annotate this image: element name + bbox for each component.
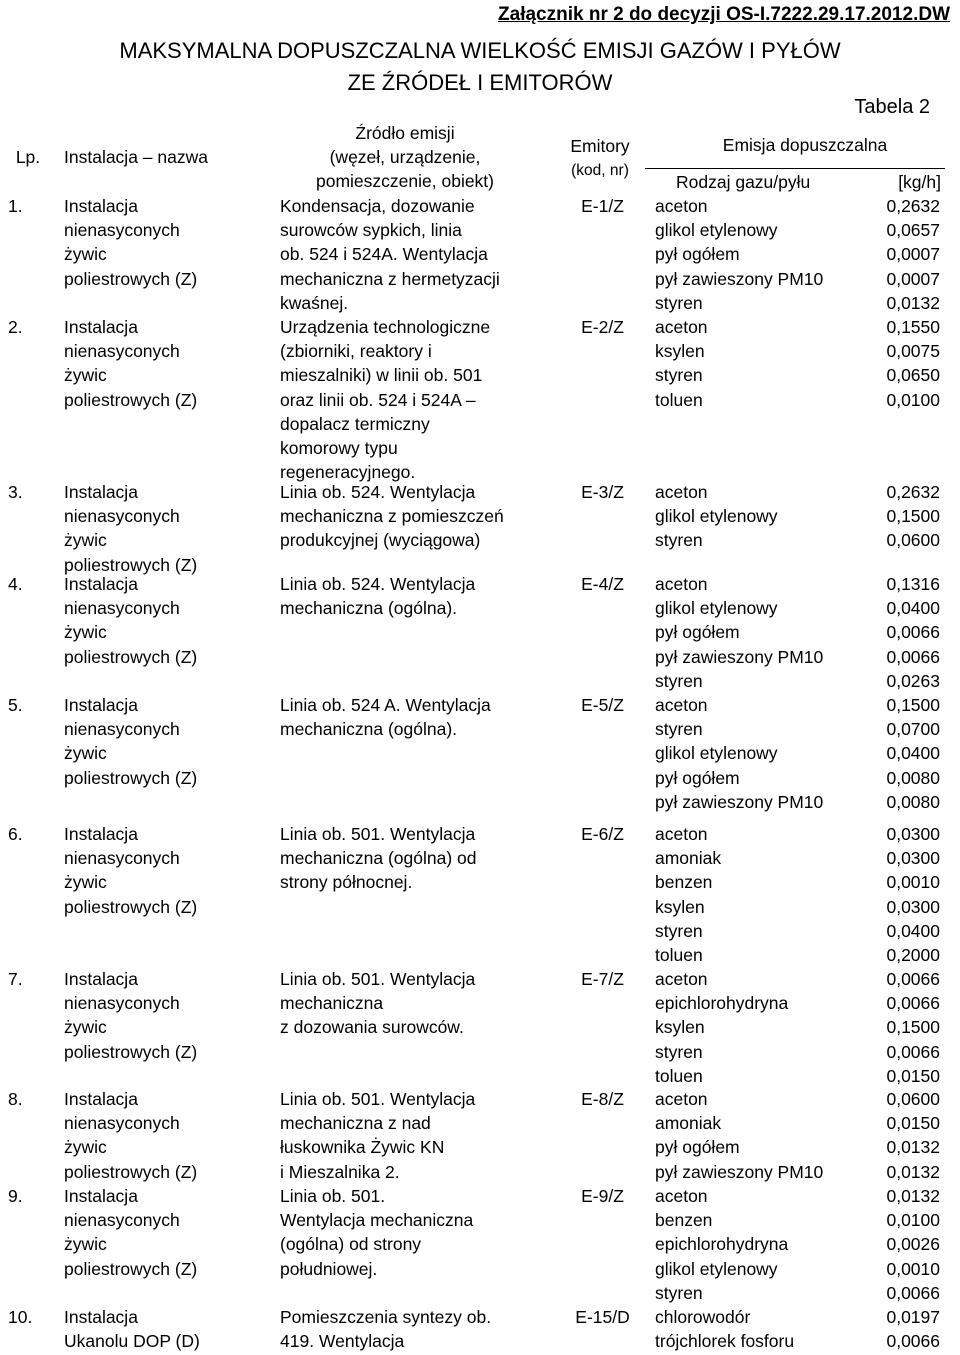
row-number: 9. [8, 1186, 23, 1206]
pollutant-value: 0,0100 [886, 1210, 940, 1231]
pollutant-name: aceton [655, 317, 708, 337]
pollutant-name: ksylen [655, 341, 705, 362]
pollutant-row [655, 1184, 940, 1208]
pollutant-row [655, 1305, 940, 1329]
pollutant-name: benzen [655, 1210, 713, 1231]
pollutant-row [655, 895, 940, 919]
pollutant-value: 0,0650 [886, 365, 940, 386]
pollutant-name: aceton [655, 824, 708, 844]
pollutant-row [655, 339, 940, 363]
pollutant-name: toluen [655, 389, 703, 410]
row-number: 4. [8, 574, 23, 594]
pollutant-value: 0,1500 [886, 1017, 940, 1038]
pollutant-row [655, 741, 940, 765]
emitter-code: E-9/Z [581, 1186, 624, 1206]
document-title-line-2: ZE ŹRÓDEŁ I EMITORÓW [347, 70, 613, 95]
emitter-code: E-8/Z [581, 1089, 624, 1109]
column-header-source-line-1: Źródło emisji [355, 123, 455, 143]
installation-name: Instalacja nienasyconych żywic poliestrowych (Z) [64, 1186, 198, 1279]
emission-source: Kondensacja, dozowanie surowców sypkich, linia ob. 524 i 524A. Wentylacja mechaniczna z hermetyzacji kwaśnej. [280, 196, 500, 313]
pollutant-row [655, 919, 940, 943]
pollutant-name: pył ogółem [655, 244, 740, 265]
row-number: 10. [8, 1307, 33, 1327]
emission-source: Linia ob. 524. Wentylacja mechaniczna (ogólna). [280, 574, 476, 619]
pollutant-name: aceton [655, 482, 708, 502]
pollutant-value: 0,1500 [886, 695, 940, 715]
column-header-source-line-3: pomieszczenie, obiekt) [316, 171, 494, 191]
pollutant-row [655, 315, 940, 339]
pollutant-row [655, 1160, 940, 1184]
annex-reference: Załącznik nr 2 do decyzji OS-I.7222.29.17.2012.DW [498, 4, 950, 25]
pollutant-name: styren [655, 365, 703, 386]
pollutant-row [655, 693, 940, 717]
pollutant-row [655, 669, 940, 693]
column-header-lp: Lp. [15, 147, 41, 167]
emitter-code: E-4/Z [581, 574, 624, 594]
pollutant-value: 0,0600 [886, 530, 940, 551]
installation-name: Instalacja nienasyconych żywic poliestrowych (Z) [64, 969, 198, 1062]
pollutant-name: trójchlorek fosforu [655, 1331, 795, 1352]
pollutant-row [655, 991, 940, 1015]
pollutant-row [655, 766, 940, 790]
pollutant-name: pył ogółem [655, 1137, 740, 1158]
pollutant-row [655, 480, 940, 504]
emission-source: Linia ob. 501. Wentylacja mechaniczna z nad łuskownika Żywic KN i Mieszalnika 2. [280, 1089, 476, 1182]
header-divider [645, 168, 945, 169]
pollutant-row [655, 790, 940, 814]
pollutant-value: 0,0132 [886, 1137, 940, 1158]
pollutant-name: pył ogółem [655, 622, 740, 643]
pollutant-value: 0,0066 [886, 1331, 940, 1352]
pollutant-name: styren [655, 670, 703, 691]
emission-source: Linia ob. 501. Wentylacja mechaniczna z dozowania surowców. [280, 969, 476, 1038]
emission-source: Linia ob. 524 A. Wentylacja mechaniczna (ogólna). [280, 695, 491, 740]
installation-name: Instalacja nienasyconych żywic poliestrowych (Z) [64, 1089, 198, 1182]
column-header-source-line-2: (węzeł, urządzenie, [329, 147, 481, 167]
pollutant-value: 0,0400 [886, 598, 940, 619]
pollutant-name: aceton [655, 969, 708, 989]
pollutant-name: aceton [655, 1186, 708, 1206]
pollutant-value: 0,1550 [886, 317, 940, 337]
pollutant-name: glikol etylenowy [655, 743, 778, 764]
pollutant-value: 0,0080 [886, 767, 940, 788]
emission-source: Pomieszczenia syntezy ob. 419. Wentylacja [280, 1307, 492, 1352]
pollutant-value: 0,0100 [886, 389, 940, 410]
installation-name: Instalacja nienasyconych żywic poliestrowych (Z) [64, 824, 198, 917]
pollutant-row [655, 1281, 940, 1305]
pollutant-value: 0,0075 [886, 341, 940, 362]
pollutant-name: glikol etylenowy [655, 220, 778, 241]
pollutant-name: pył zawieszony PM10 [655, 268, 824, 289]
pollutant-row [655, 846, 940, 870]
pollutant-value: 0,0263 [886, 670, 940, 691]
pollutant-value: 0,0197 [886, 1307, 940, 1327]
row-number: 2. [8, 317, 23, 337]
emitter-code: E-15/D [575, 1307, 630, 1327]
pollutant-row [655, 1015, 940, 1039]
pollutant-name: aceton [655, 196, 708, 216]
column-header-installation: Instalacja – nazwa [64, 147, 208, 167]
pollutant-value: 0,0700 [886, 719, 940, 740]
pollutant-value: 0,0150 [886, 1065, 940, 1086]
column-header-emission: Emisja dopuszczalna [722, 135, 888, 155]
row-number: 7. [8, 969, 23, 989]
row-number: 8. [8, 1089, 23, 1109]
pollutant-row [655, 194, 940, 218]
pollutant-row [655, 572, 940, 596]
installation-name: Instalacja Ukanolu DOP (D) [64, 1307, 200, 1352]
pollutant-value: 0,0066 [886, 993, 940, 1014]
installation-name: Instalacja nienasyconych żywic poliestrowych (Z) [64, 482, 198, 575]
pollutant-value: 0,0007 [886, 268, 940, 289]
pollutant-name: styren [655, 719, 703, 740]
pollutant-value: 0,1500 [886, 506, 940, 527]
pollutant-name: amoniak [655, 848, 722, 869]
pollutant-row [655, 596, 940, 620]
pollutant-row [655, 528, 940, 552]
pollutant-name: styren [655, 292, 703, 313]
row-number: 1. [8, 196, 23, 216]
column-header-gas-type: Rodzaj gazu/pyłu [676, 172, 811, 192]
pollutant-value: 0,0300 [886, 896, 940, 917]
pollutant-name: styren [655, 1282, 703, 1303]
pollutant-value: 0,0066 [886, 1282, 940, 1303]
pollutant-value: 0,0150 [886, 1113, 940, 1134]
pollutant-name: pył ogółem [655, 767, 740, 788]
pollutant-name: glikol etylenowy [655, 598, 778, 619]
pollutant-name: pył zawieszony PM10 [655, 646, 824, 667]
pollutant-value: 0,0066 [886, 969, 940, 989]
column-header-emitter-line-2: (kod, nr) [571, 162, 629, 179]
pollutant-value: 0,1316 [886, 574, 940, 594]
pollutant-value: 0,0026 [886, 1234, 940, 1255]
pollutant-name: chlorowodór [655, 1307, 751, 1327]
pollutant-row [655, 504, 940, 528]
emitter-code: E-7/Z [581, 969, 624, 989]
pollutant-name: aceton [655, 1089, 708, 1109]
installation-name: Instalacja nienasyconych żywic poliestrowych (Z) [64, 196, 198, 289]
emission-source: Linia ob. 524. Wentylacja mechaniczna z pomieszczeń produkcyjnej (wyciągowa) [280, 482, 504, 551]
pollutant-name: glikol etylenowy [655, 1258, 778, 1279]
pollutant-name: amoniak [655, 1113, 722, 1134]
pollutant-row [655, 822, 940, 846]
installation-name: Instalacja nienasyconych żywic poliestrowych (Z) [64, 574, 198, 667]
pollutant-value: 0,0400 [886, 920, 940, 941]
pollutant-row [655, 1111, 940, 1135]
pollutant-name: toluen [655, 1065, 703, 1086]
pollutant-row [655, 967, 940, 991]
pollutant-value: 0,0300 [886, 848, 940, 869]
pollutant-row [655, 645, 940, 669]
emitter-code: E-6/Z [581, 824, 624, 844]
pollutant-row [655, 943, 940, 967]
pollutant-row [655, 1087, 940, 1111]
pollutant-value: 0,0066 [886, 646, 940, 667]
document-title-line-1: MAKSYMALNA DOPUSZCZALNA WIELKOŚĆ EMISJI GAZÓW I PYŁÓW [119, 38, 841, 63]
pollutant-row [655, 1232, 940, 1256]
pollutant-row [655, 717, 940, 741]
pollutant-name: styren [655, 1041, 703, 1062]
pollutant-row [655, 1208, 940, 1232]
pollutant-row [655, 267, 940, 291]
pollutant-value: 0,0080 [886, 791, 940, 812]
row-number: 5. [8, 695, 23, 715]
pollutant-value: 0,0132 [886, 292, 940, 313]
column-header-unit: [kg/h] [898, 172, 941, 192]
pollutant-name: aceton [655, 574, 708, 594]
pollutant-row [655, 1329, 940, 1353]
pollutant-row [655, 388, 940, 412]
pollutant-name: aceton [655, 695, 708, 715]
emission-source: Linia ob. 501. Wentylacja mechaniczna (ogólna) od strony północnej. [280, 824, 477, 893]
pollutant-name: pył zawieszony PM10 [655, 1161, 824, 1182]
emission-source: Urządzenia technologiczne (zbiorniki, reaktory i mieszalniki) w linii ob. 501 oraz linii ob. 524 i 524A – dopalacz termiczny komorowy typu regeneracyjnego. [280, 317, 491, 483]
pollutant-name: ksylen [655, 896, 705, 917]
pollutant-value: 0,0600 [886, 1089, 940, 1109]
pollutant-name: styren [655, 920, 703, 941]
row-number: 6. [8, 824, 23, 844]
emitter-code: E-2/Z [581, 317, 624, 337]
emitter-code: E-5/Z [581, 695, 624, 715]
row-number: 3. [8, 482, 23, 502]
pollutant-row [655, 291, 940, 315]
installation-name: Instalacja nienasyconych żywic poliestrowych (Z) [64, 695, 198, 788]
pollutant-value: 0,0400 [886, 743, 940, 764]
pollutant-name: benzen [655, 872, 713, 893]
pollutant-row [655, 242, 940, 266]
pollutant-value: 0,2000 [886, 945, 940, 965]
pollutant-value: 0,0007 [886, 244, 940, 265]
pollutant-value: 0,0132 [886, 1161, 940, 1182]
pollutant-value: 0,0300 [886, 824, 940, 844]
table-label: Tabela 2 [854, 96, 930, 118]
pollutant-name: epichlorohydryna [655, 1234, 789, 1255]
pollutant-name: glikol etylenowy [655, 506, 778, 527]
pollutant-row [655, 1064, 940, 1088]
pollutant-name: pył zawieszony PM10 [655, 791, 824, 812]
column-header-emitter-line-1: Emitory [570, 136, 630, 156]
pollutant-row [655, 1257, 940, 1281]
pollutant-row [655, 218, 940, 242]
pollutant-value: 0,0010 [886, 1258, 940, 1279]
pollutant-value: 0,0010 [886, 872, 940, 893]
pollutant-name: styren [655, 530, 703, 551]
pollutant-value: 0,2632 [886, 196, 940, 216]
emitter-code: E-3/Z [581, 482, 624, 502]
pollutant-row [655, 620, 940, 644]
emission-source: Linia ob. 501. Wentylacja mechaniczna (ogólna) od strony południowej. [280, 1186, 474, 1279]
pollutant-row [655, 1040, 940, 1064]
pollutant-name: epichlorohydryna [655, 993, 789, 1014]
pollutant-value: 0,0132 [886, 1186, 940, 1206]
pollutant-name: toluen [655, 945, 703, 965]
pollutant-name: ksylen [655, 1017, 705, 1038]
pollutant-value: 0,0066 [886, 622, 940, 643]
pollutant-value: 0,2632 [886, 482, 940, 502]
pollutant-row [655, 1135, 940, 1159]
pollutant-row [655, 870, 940, 894]
pollutant-row [655, 363, 940, 387]
pollutant-value: 0,0066 [886, 1041, 940, 1062]
installation-name: Instalacja nienasyconych żywic poliestrowych (Z) [64, 317, 198, 410]
pollutant-value: 0,0657 [886, 220, 940, 241]
emitter-code: E-1/Z [581, 196, 624, 216]
